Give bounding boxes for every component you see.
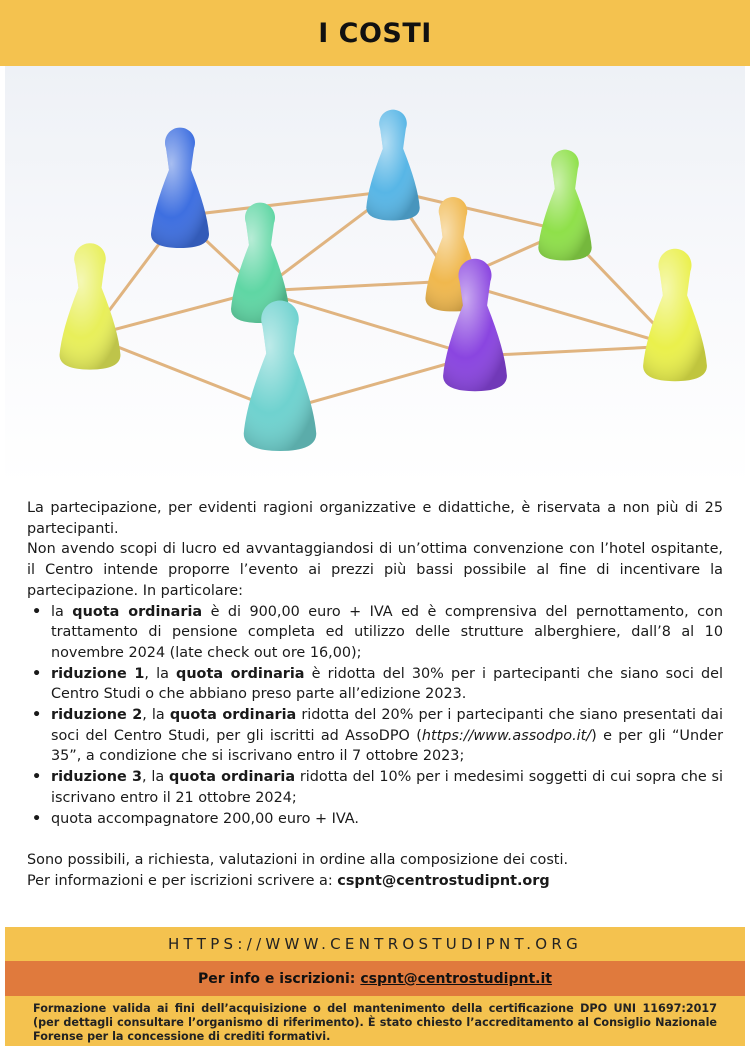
paragraph-participants: La partecipazione, per evidenti ragioni organizzative e didattiche, è riservata a non più di 25 partecipanti. xyxy=(27,500,723,537)
network-pawns-icon xyxy=(5,66,745,486)
list-item-reduction-3: • riduzione 3, la quota ordinaria ridotta del 10% per i medesimi soggetti di cui sopra che si iscrivano entro il 21 ottobre 2024; xyxy=(51,767,723,808)
list-item-companion-fee: • quota accompagnatore 200,00 euro + IVA. xyxy=(51,809,723,830)
website-url[interactable]: HTTPS://WWW.CENTROSTUDIPNT.ORG xyxy=(5,927,745,961)
info-label: Per info e iscrizioni: xyxy=(198,970,356,987)
info-bar xyxy=(5,961,745,996)
assodpo-link[interactable]: https://www.assodpo.it/ xyxy=(421,727,592,744)
contact-email[interactable]: cspnt@centrostudipnt.org xyxy=(337,872,550,889)
list-item-reduction-2: • riduzione 2, la quota ordinaria ridotta del 20% per i partecipanti che siano presentati dai soci del Centro Studi, per gli iscritti ad AssoDPO (https://www.assodpo.it/) e per gli “Under 35”, a condizione che si iscrivano entro il 7 ottobre 2023; xyxy=(51,705,723,767)
info-email-link[interactable]: cspnt@centrostudipnt.it xyxy=(360,970,552,987)
costs-body xyxy=(27,498,723,892)
title-bar xyxy=(0,0,750,66)
paragraph-evaluations: Sono possibili, a richiesta, valutazioni in ordine alla composizione dei costi. xyxy=(27,852,569,869)
page-title: I COSTI xyxy=(318,17,432,49)
list-item-ordinary-fee: • la quota ordinaria è di 900,00 euro + IVA ed è comprensiva del pernottamento, con trattamento di pensione completa ed utilizzo delle strutture alberghiere, dall’8 al 10 novembre 2024 (late check out ore 16,00); xyxy=(51,602,723,664)
pawns xyxy=(60,110,707,451)
hero-image xyxy=(5,66,745,486)
paragraph-contact: Per informazioni e per iscrizioni scrivere a: cspnt@centrostudipnt.org xyxy=(27,872,550,889)
spacer xyxy=(27,829,723,850)
paragraph-pricing-intro: Non avendo scopi di lucro ed avvantaggiandosi di un’ottima convenzione con l’hotel ospitante, il Centro intende proporre l’evento ai prezzi più bassi possibile al fine di incentivare la partecipazione. In particolare: xyxy=(27,541,723,599)
footer-accreditation: Formazione valida ai fini dell’acquisizione o del mantenimento della certificazione DPO UNI 11697:2017 (per dettagli consultare l’organismo di riferimento). È stato chiesto l’accreditamento al Consiglio Nazionale Forense per la concessione di crediti formativi. xyxy=(5,996,745,1046)
pricing-list xyxy=(27,602,723,830)
list-item-reduction-1: • riduzione 1, la quota ordinaria è ridotta del 30% per i partecipanti che siano soci del Centro Studi o che abbiano preso parte all’edizione 2023. xyxy=(51,664,723,705)
